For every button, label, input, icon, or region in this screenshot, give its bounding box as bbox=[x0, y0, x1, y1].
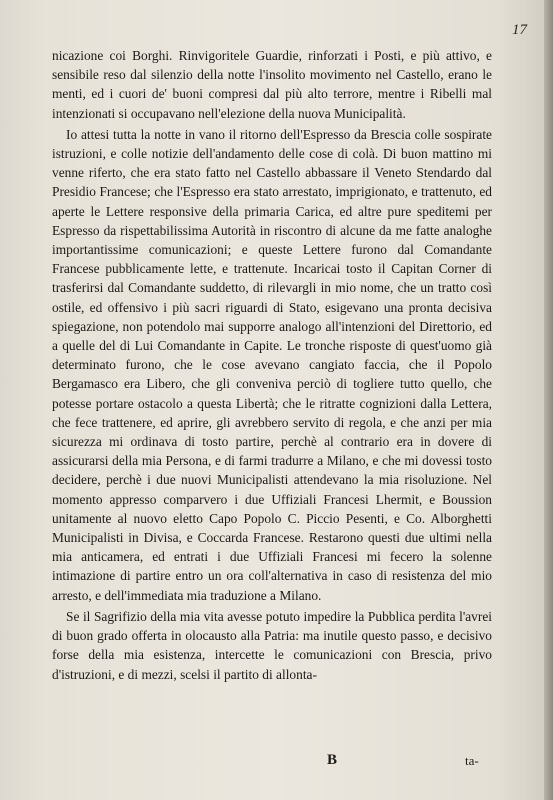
signature-mark: B bbox=[327, 752, 338, 768]
body-text bbox=[52, 46, 492, 684]
catchword: ta- bbox=[465, 753, 479, 768]
paragraph-2: Io attesi tutta la notte in vano il ritorno dell'Espresso da Brescia colle sospirate istruzioni, e colle notizie dell'andamento delle cose di colà. Di buon mattino mi venne riferto, che era stato fatto nel Castello abbassare il Veneto Stendardo dal Presidio Francese; che l'Espresso era stato arrestato, imprigionato, e trattenuto, ed aperte le Lettere responsive della primaria Carica, ed altre pure speditemi per Espresso da rispettabilissima Autorità in riscontro di alcune da me fatte analoghe importantissime comunicazioni; e queste Lettere furono dal Comandante Francese pubblicamente lette, e trattenute. Incaricai tosto il Capitan Corner di trasferirsi dal Comandante suddetto, di rilevargli in mio nome, che un tratto così ostile, ed offensivo i più sacri riguardi di Stato, esigevano una pronta decisiva spiegazione, non potendolo mai supporre analogo all'intenzioni del Direttorio, ed a quelle del di Lui Comandante in Capite. Le tronche risposte di quest'uomo già determinato furono, che le cose avevano cangiato faccia, che il Popolo Bergamasco era Libero, che gli conveniva perciò di togliere tutto quello, che potesse portare ostacolo a questa Libertà; che le ritratte cognizioni dalla Lettera, che fece trattenere, ed aprire, gli avrebbero servito di regola, e che anzi per mia sicurezza mi ordinava di tosto partire, perchè al contrario era in dovere di assicurarsi della mia Persona, e di farmi tradurre a Milano, e che mi dovessi tosto decidere, perchè i due nuovi Municipalisti attendevano la mia risoluzione. Nel momento appresso comparvero i due Uffiziali Francesi Lhermit, e Boussion unitamente al nuovo eletto Capo Popolo C. Piccio Pesenti, e Co. Alborghetti Municipalisti in Divisa, e Coccarda Francese. Restarono questi due ultimi nella mia anticamera, ed entrati i due Uffiziali Francesi mi fecero la solenne intimazione di partire entro un ora coll'alternativa in caso di resistenza del mio arresto, e dell'immediata mia traduzione a Milano. bbox=[52, 126, 492, 603]
paragraph-1: nicazione coi Borghi. Rinvigoritele Guardie, rinforzati i Posti, e più attivo, e sensibile reso dal silenzio della notte l'insolito movimento nel Castello, erano le menti, ed i cuori de' buoni compresi dal più alto terrore, mentre i Ribelli mal intenzionati si occupavano nell'elezione della nuova Municipalità. bbox=[52, 48, 492, 121]
book-spine-edge bbox=[544, 0, 553, 800]
page-number: 17 bbox=[512, 22, 527, 38]
paragraph-3: Se il Sagrifizio della mia vita avesse potuto impedire la Pubblica perdita l'avrei di buon grado offerta in olocausto alla Patria: ma inutile questo passo, e decisivo forse della mia esistenza, intercette le comunicazioni con Brescia, privo d'istruzioni, e di mezzi, scelsi il partito di allonta- bbox=[52, 608, 492, 682]
